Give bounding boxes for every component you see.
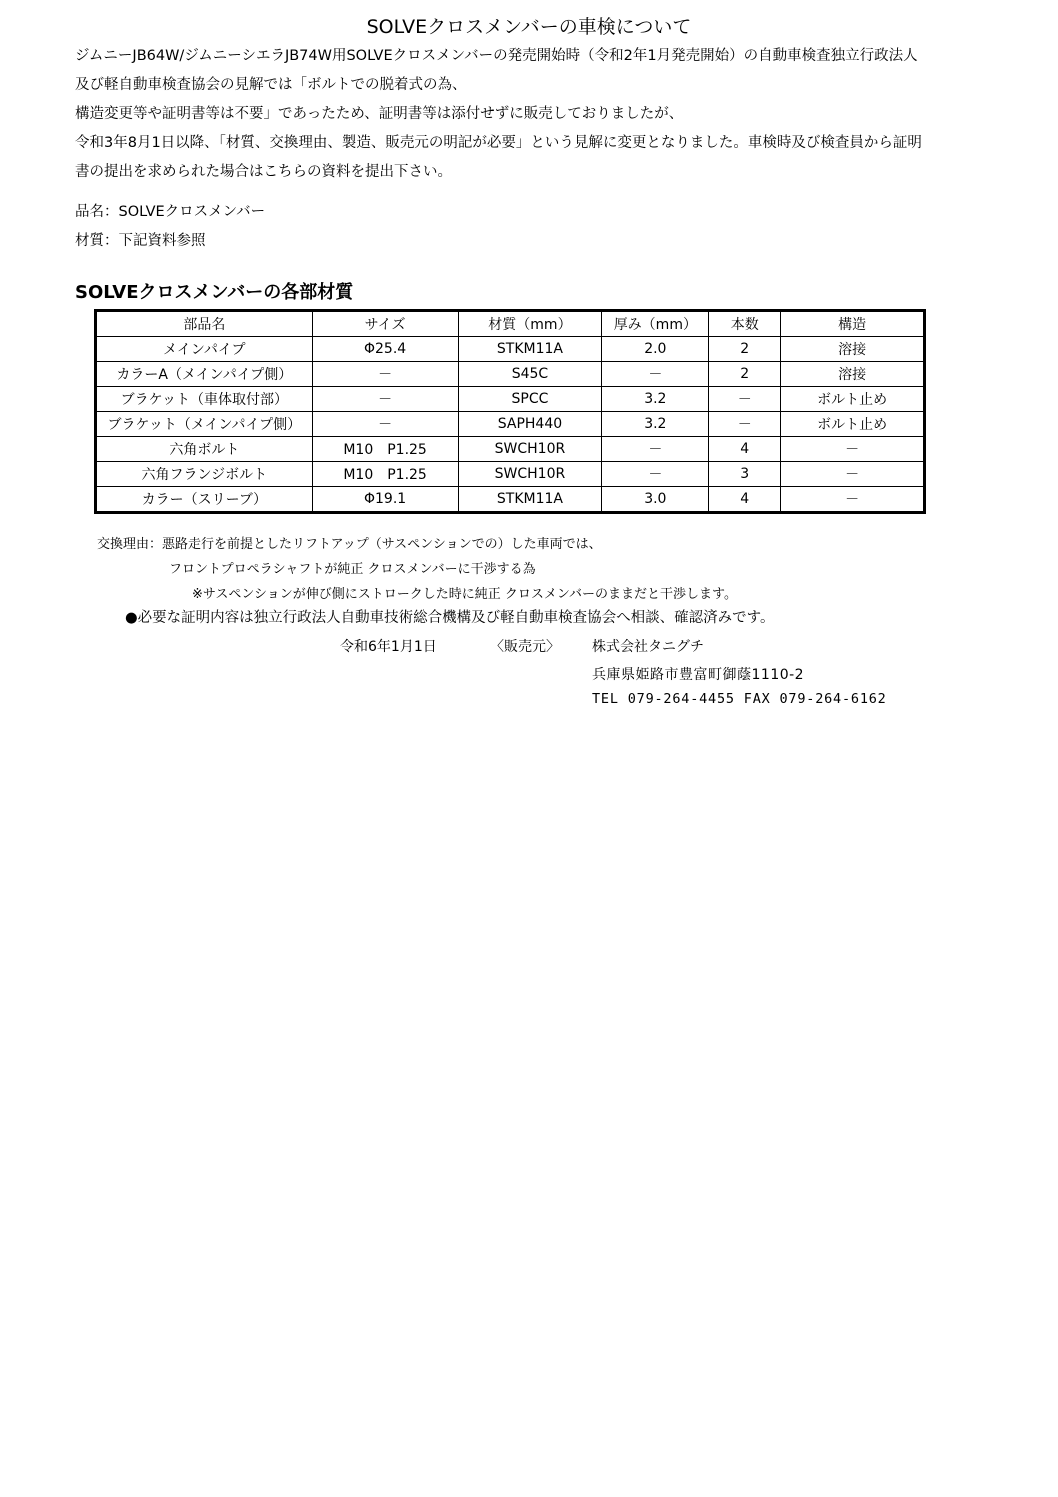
table-cell: 3.2 <box>602 387 709 412</box>
table-cell: ブラケット（車体取付部） <box>96 387 313 412</box>
table-cell: Φ25.4 <box>312 337 458 362</box>
header-cell: 厚み（mm） <box>602 311 709 337</box>
table-cell: 4 <box>709 487 781 513</box>
material-note: 材質：下記資料参照 <box>75 233 206 249</box>
table-cell: 3.2 <box>602 412 709 437</box>
table-cell: － <box>312 387 458 412</box>
company-address: 兵庫県姫路市豊富町御蔭1110-2 <box>592 667 805 683</box>
product-name: 品名：SOLVEクロスメンバー <box>75 204 266 220</box>
confirmation-note: ●必要な証明内容は独立行政法人自動車技術総合機構及び軽自動車検査協会へ相談、確認済みです。 <box>125 610 775 626</box>
header-cell: 材質（mm） <box>458 311 602 337</box>
header-cell: 部品名 <box>96 311 313 337</box>
table-cell: SWCH10R <box>458 437 602 462</box>
table-cell: Φ19.1 <box>312 487 458 513</box>
table-cell: 溶接 <box>781 337 925 362</box>
table-cell: － <box>602 462 709 487</box>
table-row <box>96 387 925 412</box>
issue-date: 令和6年1月1日 <box>340 639 437 655</box>
reason-note: ※サスペンションが伸び側にストロークした時に純正 クロスメンバーのままだと干渉します。 <box>192 587 737 602</box>
table-cell: SWCH10R <box>458 462 602 487</box>
table-cell: 2 <box>709 337 781 362</box>
table-cell: － <box>602 362 709 387</box>
table-cell: カラーA（メインパイプ側） <box>96 362 313 387</box>
reason-line: フロントプロペラシャフトが純正 クロスメンバーに干渉する為 <box>169 562 536 577</box>
company-name: 株式会社タニグチ <box>592 639 704 655</box>
table-cell: － <box>312 412 458 437</box>
table-cell: STKM11A <box>458 487 602 513</box>
table-row <box>96 412 925 437</box>
table-cell: 3.0 <box>602 487 709 513</box>
header-cell: 本数 <box>709 311 781 337</box>
table-row <box>96 462 925 487</box>
header-cell: サイズ <box>312 311 458 337</box>
table-cell: ボルト止め <box>781 387 925 412</box>
table-cell: ボルト止め <box>781 412 925 437</box>
page-title: SOLVEクロスメンバーの車検について <box>366 16 692 38</box>
table-cell: 4 <box>709 437 781 462</box>
table-cell: － <box>602 437 709 462</box>
table-cell: － <box>781 487 925 513</box>
table-row <box>96 337 925 362</box>
intro-line: 構造変更等や証明書等は不要」であったため、証明書等は添付せずに販売しておりましたが、 <box>75 106 684 122</box>
table-header-row <box>96 311 925 337</box>
table-cell: S45C <box>458 362 602 387</box>
intro-line: 及び軽自動車検査協会の見解では「ボルトでの脱着式の為、 <box>75 77 467 93</box>
table-cell: － <box>709 387 781 412</box>
table-cell: M10 P1.25 <box>312 462 458 487</box>
product-info <box>75 198 265 256</box>
table-cell: 六角フランジボルト <box>96 462 313 487</box>
reason-line: 交換理由：悪路走行を前提としたリフトアップ（サスペンションでの）した車両では、 <box>97 537 602 552</box>
intro-paragraph <box>75 42 1005 187</box>
table-cell: STKM11A <box>458 337 602 362</box>
intro-line: 書の提出を求められた場合はこちらの資料を提出下さい。 <box>75 164 452 180</box>
table-cell: 六角ボルト <box>96 437 313 462</box>
intro-line: ジムニーJB64W/ジムニーシエラJB74W用SOLVEクロスメンバーの発売開始時（令和2年1月発売開始）の自動車検査独立行政法人 <box>75 48 918 64</box>
table-cell: メインパイプ <box>96 337 313 362</box>
table-cell: SAPH440 <box>458 412 602 437</box>
exchange-reason <box>97 532 737 607</box>
seller-label: 〈販売元〉 <box>490 639 560 655</box>
intro-line: 令和3年8月1日以降、「材質、交換理由、製造、販売元の明記が必要」という見解に変更となりました。車検時及び検査員から証明 <box>75 135 922 151</box>
table-cell: 3 <box>709 462 781 487</box>
table-cell: － <box>781 437 925 462</box>
table-cell: 2 <box>709 362 781 387</box>
table-cell: － <box>781 462 925 487</box>
table-row <box>96 437 925 462</box>
table-cell: 溶接 <box>781 362 925 387</box>
table-cell: ブラケット（メインパイプ側） <box>96 412 313 437</box>
table-cell: 2.0 <box>602 337 709 362</box>
table-row <box>96 362 925 387</box>
header-cell: 構造 <box>781 311 925 337</box>
table-cell: M10 P1.25 <box>312 437 458 462</box>
table-row <box>96 487 925 513</box>
material-table <box>94 309 926 514</box>
table-cell: － <box>709 412 781 437</box>
company-contact: TEL 079-264-4455 FAX 079-264-6162 <box>592 691 887 707</box>
table-cell: SPCC <box>458 387 602 412</box>
table-cell: カラー（スリーブ） <box>96 487 313 513</box>
section-title: SOLVEクロスメンバーの各部材質 <box>75 282 354 303</box>
table-cell: － <box>312 362 458 387</box>
